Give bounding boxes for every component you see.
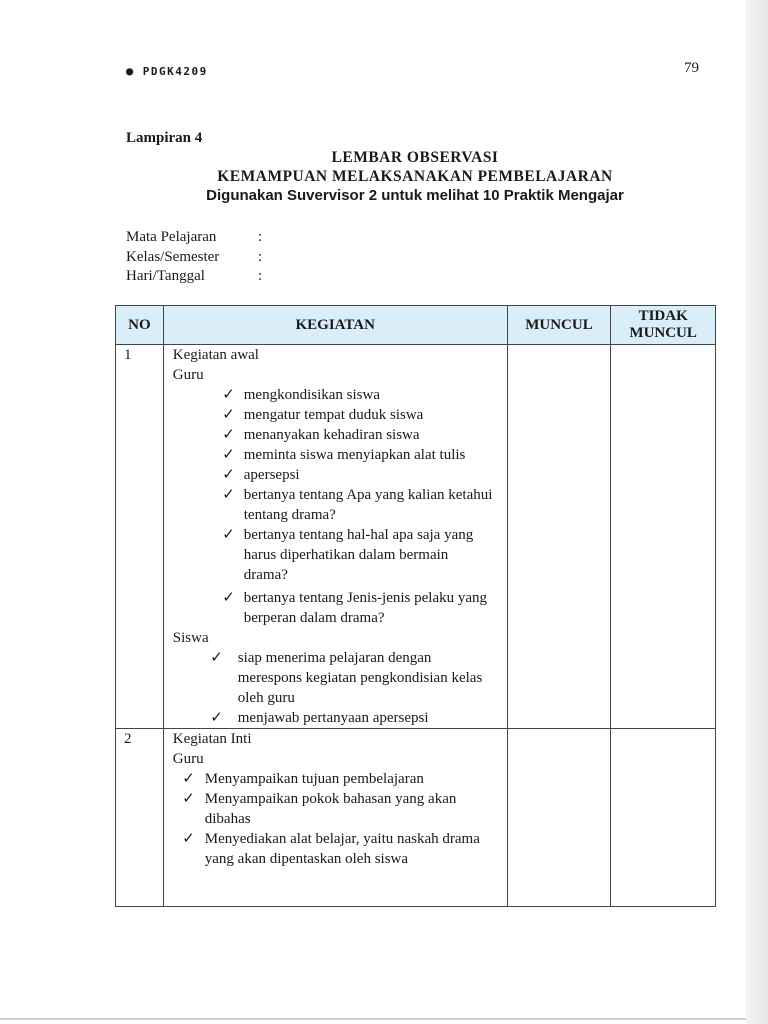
field-separator: : — [258, 268, 263, 284]
item-text: mengkondisikan siswa — [243, 387, 381, 403]
check-icon: ✓ — [222, 487, 235, 503]
list-item — [173, 485, 507, 525]
siswa-label: Siswa — [172, 630, 209, 646]
field-hari-tanggal — [126, 267, 262, 287]
list-item — [173, 588, 507, 628]
list-item — [173, 405, 507, 425]
table-row — [116, 729, 716, 907]
header-tidak-muncul — [611, 306, 716, 345]
page-bottom-rule — [0, 1018, 746, 1020]
field-mata-pelajaran — [126, 228, 262, 248]
siswa-checklist — [173, 648, 507, 728]
list-item — [173, 829, 507, 869]
observation-table — [115, 305, 716, 907]
item-text: bertanya tentang hal-hal apa saja yang harus diperhatikan dalam bermain drama? — [243, 527, 474, 583]
appendix-label: Lampiran 4 — [126, 130, 203, 146]
title-line-3: Digunakan Suvervisor 2 untuk melihat 10 Praktik Mengajar — [206, 187, 624, 204]
check-icon: ✓ — [182, 771, 195, 787]
item-text: bertanya tentang Apa yang kalian ketahui tentang drama? — [243, 487, 493, 523]
row-number: 2 — [116, 729, 164, 907]
activity-title: Kegiatan Inti — [172, 731, 252, 747]
field-kelas-semester — [126, 248, 262, 268]
item-text: meminta siswa menyiapkan alat tulis — [243, 447, 466, 463]
check-icon: ✓ — [222, 407, 235, 423]
header-tidak-line-1: TIDAK — [638, 308, 688, 324]
header-tidak-line-2: MUNCUL — [629, 325, 697, 341]
guru-checklist — [173, 385, 507, 628]
course-code: PDGK4209 — [142, 64, 208, 78]
item-text: apersepsi — [243, 467, 300, 483]
tidak-muncul-cell[interactable] — [611, 345, 716, 729]
item-text: siap menerima pelajaran dengan merespons kegiatan pengkondisian kelas oleh guru — [237, 650, 483, 706]
check-icon: ✓ — [210, 650, 223, 666]
activity-cell — [163, 345, 507, 729]
title-line-2: KEMAMPUAN MELAKSANAKAN PEMBELAJARAN — [217, 168, 613, 185]
check-icon: ✓ — [182, 831, 195, 847]
list-item — [173, 525, 507, 585]
check-icon: ✓ — [222, 467, 235, 483]
list-item — [173, 708, 507, 728]
title-block — [115, 148, 715, 206]
field-separator: : — [258, 229, 263, 245]
list-item — [173, 648, 507, 708]
bullet-icon: ● — [126, 64, 135, 78]
running-header — [126, 64, 208, 78]
item-text: menjawab pertanyaan apersepsi — [237, 710, 429, 726]
muncul-cell[interactable] — [507, 345, 611, 729]
tidak-muncul-cell[interactable] — [611, 729, 716, 907]
check-icon: ✓ — [222, 447, 235, 463]
page-edge-shadow — [746, 0, 768, 1024]
item-text: mengatur tempat duduk siswa — [243, 407, 424, 423]
form-fields — [126, 228, 262, 287]
guru-checklist — [173, 769, 507, 869]
list-item — [173, 445, 507, 465]
muncul-cell[interactable] — [507, 729, 611, 907]
field-separator: : — [258, 248, 263, 265]
field-label: Kelas/Semester — [126, 248, 220, 265]
list-item — [173, 789, 507, 829]
page-number: 79 — [684, 60, 699, 76]
list-item — [173, 465, 507, 485]
list-item — [173, 385, 507, 405]
check-icon: ✓ — [222, 387, 235, 403]
item-text: Menyediakan alat belajar, yaitu naskah drama yang akan dipentaskan oleh siswa — [204, 831, 480, 867]
table-header-row — [116, 306, 716, 345]
check-icon: ✓ — [222, 527, 235, 543]
field-label: Hari/Tanggal — [126, 268, 205, 284]
field-label: Mata Pelajaran — [126, 229, 217, 245]
item-text: Menyampaikan tujuan pembelajaran — [204, 771, 424, 787]
check-icon: ✓ — [222, 590, 235, 606]
header-muncul: MUNCUL — [507, 306, 611, 345]
check-icon: ✓ — [210, 710, 223, 726]
check-icon: ✓ — [182, 791, 195, 807]
guru-label: Guru — [172, 367, 204, 383]
row-number: 1 — [116, 345, 164, 729]
list-item — [173, 425, 507, 445]
activity-title: Kegiatan awal — [172, 347, 259, 363]
activity-cell — [163, 729, 507, 907]
check-icon: ✓ — [222, 427, 235, 443]
list-item — [173, 769, 507, 789]
item-text: menanyakan kehadiran siswa — [243, 427, 420, 443]
header-no: NO — [116, 306, 164, 345]
table-row — [116, 345, 716, 729]
title-line-1: LEMBAR OBSERVASI — [331, 149, 499, 166]
item-text: Menyampaikan pokok bahasan yang akan dibahas — [204, 791, 457, 827]
header-kegiatan: KEGIATAN — [163, 306, 507, 345]
guru-label: Guru — [172, 751, 204, 767]
item-text: bertanya tentang Jenis-jenis pelaku yang berperan dalam drama? — [243, 590, 488, 626]
